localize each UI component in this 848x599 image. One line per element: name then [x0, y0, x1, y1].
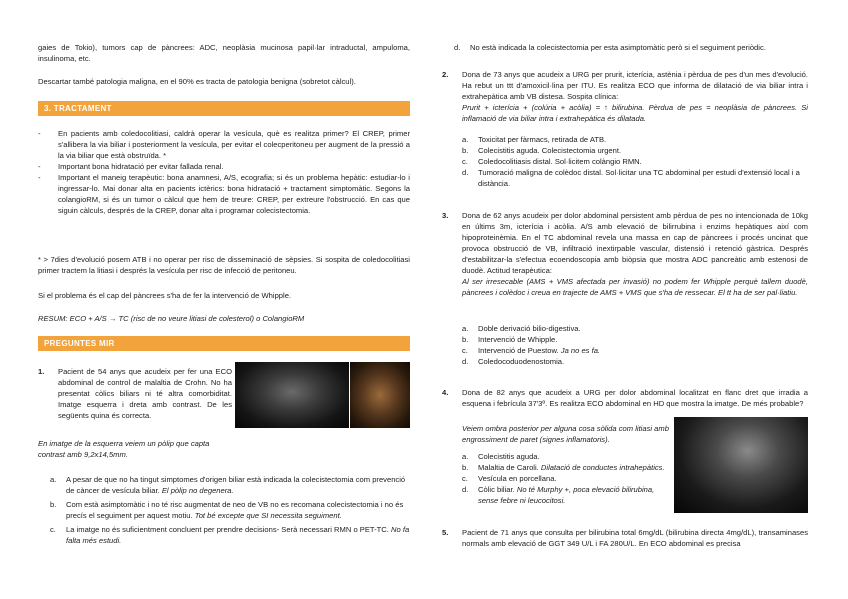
question-text: Dona de 82 anys que acudeix a URG per dolor abdominal localitzat en flanc dret que irradia a esquena i febrícula 37'3º. Es realitza ECO abdominal en HD que mostra la imatge. De més probable?	[462, 388, 808, 408]
option-letter: d.	[462, 357, 469, 366]
question-text: Pacient de 71 anys que consulta per bilirubina total 6mg/dL (bilirubina directa 4mg/dL), transaminases normals amb elevació de GGT 349 U/L i FA 280U/L. En ECO abdominal es precisa	[462, 528, 808, 548]
question-5	[442, 527, 808, 549]
option-item[interactable]	[48, 474, 410, 496]
option-letter: c.	[462, 474, 468, 483]
option-item[interactable]	[460, 345, 808, 356]
option-letter: d.	[462, 485, 469, 494]
question-1	[38, 366, 232, 421]
option-item[interactable]	[452, 42, 808, 53]
question-4-note: Veiem ombra posterior per alguna cosa sòlida com litiasi amb engrossiment de paret (signes inflamatoris).	[462, 424, 669, 444]
bullet-item	[38, 172, 410, 216]
question-number: 2.	[442, 70, 449, 79]
ultrasound-image-q4	[674, 417, 808, 513]
option-note: No fa falta més estudi.	[66, 525, 410, 545]
option-text: Colecistitis aguda.	[478, 452, 540, 461]
bullet-marker: -	[38, 173, 41, 182]
question-text: Pacient de 54 anys que acudeix per fer una ECO abdominal de control de malaltia de Crohn. No ha presentat còlics biliars ni té altra comorbiditat. Imatge esquerra i dreta amb contrast. De les següents quina és correcta.	[58, 367, 232, 420]
option-letter: d.	[454, 43, 461, 52]
option-letter: c.	[462, 157, 468, 166]
option-item[interactable]	[460, 323, 808, 334]
question-text: Dona de 73 anys que acudeix a URG per prurit, icterícia, astènia i pèrdua de pes d'un mes d'evolució. Ha rebut un ttt d'amoxicil·lina per ITU. Es realitza ECO que informa de dilatació de via biliar intra i extrahepàtica amb VB distesa. Sospita clínica:	[462, 70, 808, 101]
treatment-bullets	[38, 128, 410, 216]
ultrasound-image-right	[350, 362, 410, 428]
question-text: Dona de 62 anys acudeix per dolor abdominal persistent amb pèrdua de pes no intencionada de 10kg en últims 3m, icterícia i acòlia. A/S amb elevació de bilirrubina i enzims hepàtiques així com hipoproteinèmia. En el TC abdominal revela una massa en cap de pàncrees i procés uncinat que provoca obstrucció de VB, infiltració inextirpable vascular, distensió i retenció gàstrica. Després d'estabilitzar-la s'efectua ecoendoscopia amb biòpsia que mostra ADC pancreàtic amb estenosi de duodè. Actitud terapèutica:	[462, 211, 808, 275]
option-text: Còlic biliar.	[478, 485, 515, 494]
question-number: 5.	[442, 528, 449, 537]
option-item[interactable]	[460, 156, 808, 167]
question-number: 1.	[38, 367, 45, 376]
option-text: Intervenció de Whipple.	[478, 335, 558, 344]
question-note: Al ser irresecable (AMS + VMS afectada per invasió) no podem fer Whipple perquè tallem duodè, pàncrees i colèdoc i creua en trajecte de AMS + VMS que s'ha de ressecar. El tt ha de ser pal·liatiu.	[462, 277, 808, 297]
section-tractament-title: 3. TRACTAMENT	[44, 104, 112, 113]
option-text: La imatge no és suficientment concluent per prendre decisions- Serà necessari RMN o PET-TC.	[66, 525, 389, 534]
bullet-item	[38, 161, 410, 172]
option-item[interactable]	[460, 356, 808, 367]
section-tractament-header	[38, 101, 410, 116]
option-note: No té Murphy +, poca elevació bilirubina, sense febre ni leucocitosi.	[478, 485, 655, 505]
option-text: Intervenció de Puestow.	[478, 346, 559, 355]
option-note: Ja no es fa.	[560, 346, 601, 355]
bullet-text: Important bona hidratació per evitar fallada renal.	[58, 162, 224, 171]
option-item[interactable]	[460, 462, 672, 473]
whipple-note: Si el problema és el cap del pàncrees s'ha de fer la intervenció de Whipple.	[38, 291, 292, 300]
option-text: Doble derivació bilio-digestiva.	[478, 324, 581, 333]
option-letter: b.	[462, 335, 469, 344]
option-text: Vesícula en porcellana.	[478, 474, 557, 483]
bullet-marker: -	[38, 129, 41, 138]
ultrasound-image-left	[235, 362, 349, 428]
option-letter: a.	[462, 452, 469, 461]
question-3-options	[460, 323, 808, 367]
option-item[interactable]	[460, 145, 808, 156]
option-text: Malaltia de Caroli.	[478, 463, 539, 472]
intro-paragraph-2: Descartar també patologia maligna, en el 90% es tracta de patologia benigna (sobretot càlcul).	[38, 77, 356, 86]
question-3	[442, 210, 808, 298]
bullet-marker: -	[38, 162, 41, 171]
question-1-options	[48, 474, 410, 546]
option-item[interactable]	[460, 484, 672, 506]
bullet-text: En pacients amb coledocolitiasi, caldrà operar la vesícula, què es realitza primer? El CREP, primer s'allibera la via biliar i posteriorment la vesícula, per evitar el colecperitoneu per augment de la pressió a la via biliar que està obstruïda. *	[58, 129, 410, 160]
summary-note: RESUM: ECO + A/S → TC (risc de no veure litiasi de colesterol) o ColangioRM	[38, 314, 305, 323]
question-4	[442, 387, 808, 409]
intro-paragraph-1: gaies de Tokio), tumors cap de pàncrees: ADC, neoplàsia mucinosa papil·lar intraductal, ampuloma, insulinoma, etc.	[38, 43, 410, 63]
option-text: Coledocolitiasis distal. Sol·licitem colàngio RMN.	[478, 157, 642, 166]
section-preguntes-header	[38, 336, 410, 351]
option-text: Com està asimptomàtic i no té risc augmentat de neo de VB no es recomana colecistectomia i no és precís el seguiment per aquest motiu.	[66, 500, 404, 520]
question-2-options	[460, 134, 808, 189]
option-text: No està indicada la colecistectomia per esta asimptomàtic però si el seguiment periòdic.	[470, 43, 766, 52]
option-letter: b.	[462, 146, 469, 155]
option-item[interactable]	[460, 134, 808, 145]
option-letter: a.	[462, 324, 469, 333]
question-1-caption: En imatge de la esquerra veiem un pòlip que capta contrast amb 9,2x14,5mm.	[38, 439, 210, 459]
option-note: El pòlip no degenera.	[161, 486, 234, 495]
option-letter: b.	[50, 500, 57, 509]
option-note: Dilatació de conductes intrahepàtics.	[540, 463, 665, 472]
bullet-item	[38, 128, 410, 161]
option-text: Tumoració maligna de colèdoc distal. Sol·licitar una TC abdominal per estudi d'extensió local i a distància.	[478, 168, 800, 188]
bullet-text: Important el maneig terapèutic: bona anamnesi, A/S, ecografia; si és un problema hepàtic: estudiar-lo i ingressar-lo. Mai donar alta en pacients ictèrics: bona hidratació + tractament simptomàtic. Segons la colangioRM, si és un tumor o càlcul que hem de treure: CREP, per extreure l'obstrucció. En cas que siguin càlculs, després de la CREP, donar alta i programar colecistectomia.	[58, 173, 410, 215]
question-2	[442, 69, 808, 124]
option-text: A pesar de que no ha tingut simptomes d'origen biliar està indicada la colecistectomia com prevenció de càncer de vesícula biliar.	[66, 475, 406, 495]
footnote: * > 7dies d'evolució posem ATB i no operar per risc de disseminació de sèpsies. Si sospita de coledocolitiasi primer tractem la litiasi i després la vesícula per risc de infecció de peritoneu.	[38, 255, 410, 275]
option-item[interactable]	[460, 334, 808, 345]
option-letter: d.	[462, 168, 469, 177]
option-item[interactable]	[48, 524, 410, 546]
question-number: 4.	[442, 388, 449, 397]
option-letter: a.	[462, 135, 469, 144]
option-text: Colecistitis aguda. Colecistectomia urgent.	[478, 146, 622, 155]
section-preguntes-title: PREGUNTES MIR	[44, 339, 115, 348]
question-4-options	[460, 451, 672, 506]
option-note: Tot bé excepte que SI necessita seguiment.	[194, 511, 342, 520]
option-letter: c.	[462, 346, 468, 355]
option-letter: a.	[50, 475, 57, 484]
option-text: Toxicitat per fàrmacs, retirada de ATB.	[478, 135, 607, 144]
question-number: 3.	[442, 211, 449, 220]
option-item[interactable]	[460, 451, 672, 462]
option-item[interactable]	[48, 499, 410, 521]
option-letter: c.	[50, 525, 56, 534]
option-letter: b.	[462, 463, 469, 472]
option-item[interactable]	[460, 473, 672, 484]
option-item[interactable]	[460, 167, 808, 189]
option-text: Coledocoduodenostomia.	[478, 357, 565, 366]
question-note: Prurit + icterícia + (colúria + acòlia) = ↑ bilirubina. Pèrdua de pes = neoplàsia de pàncrees. Si inflamació de via biliar intra i extrahepàtica és dilatada.	[462, 103, 808, 123]
